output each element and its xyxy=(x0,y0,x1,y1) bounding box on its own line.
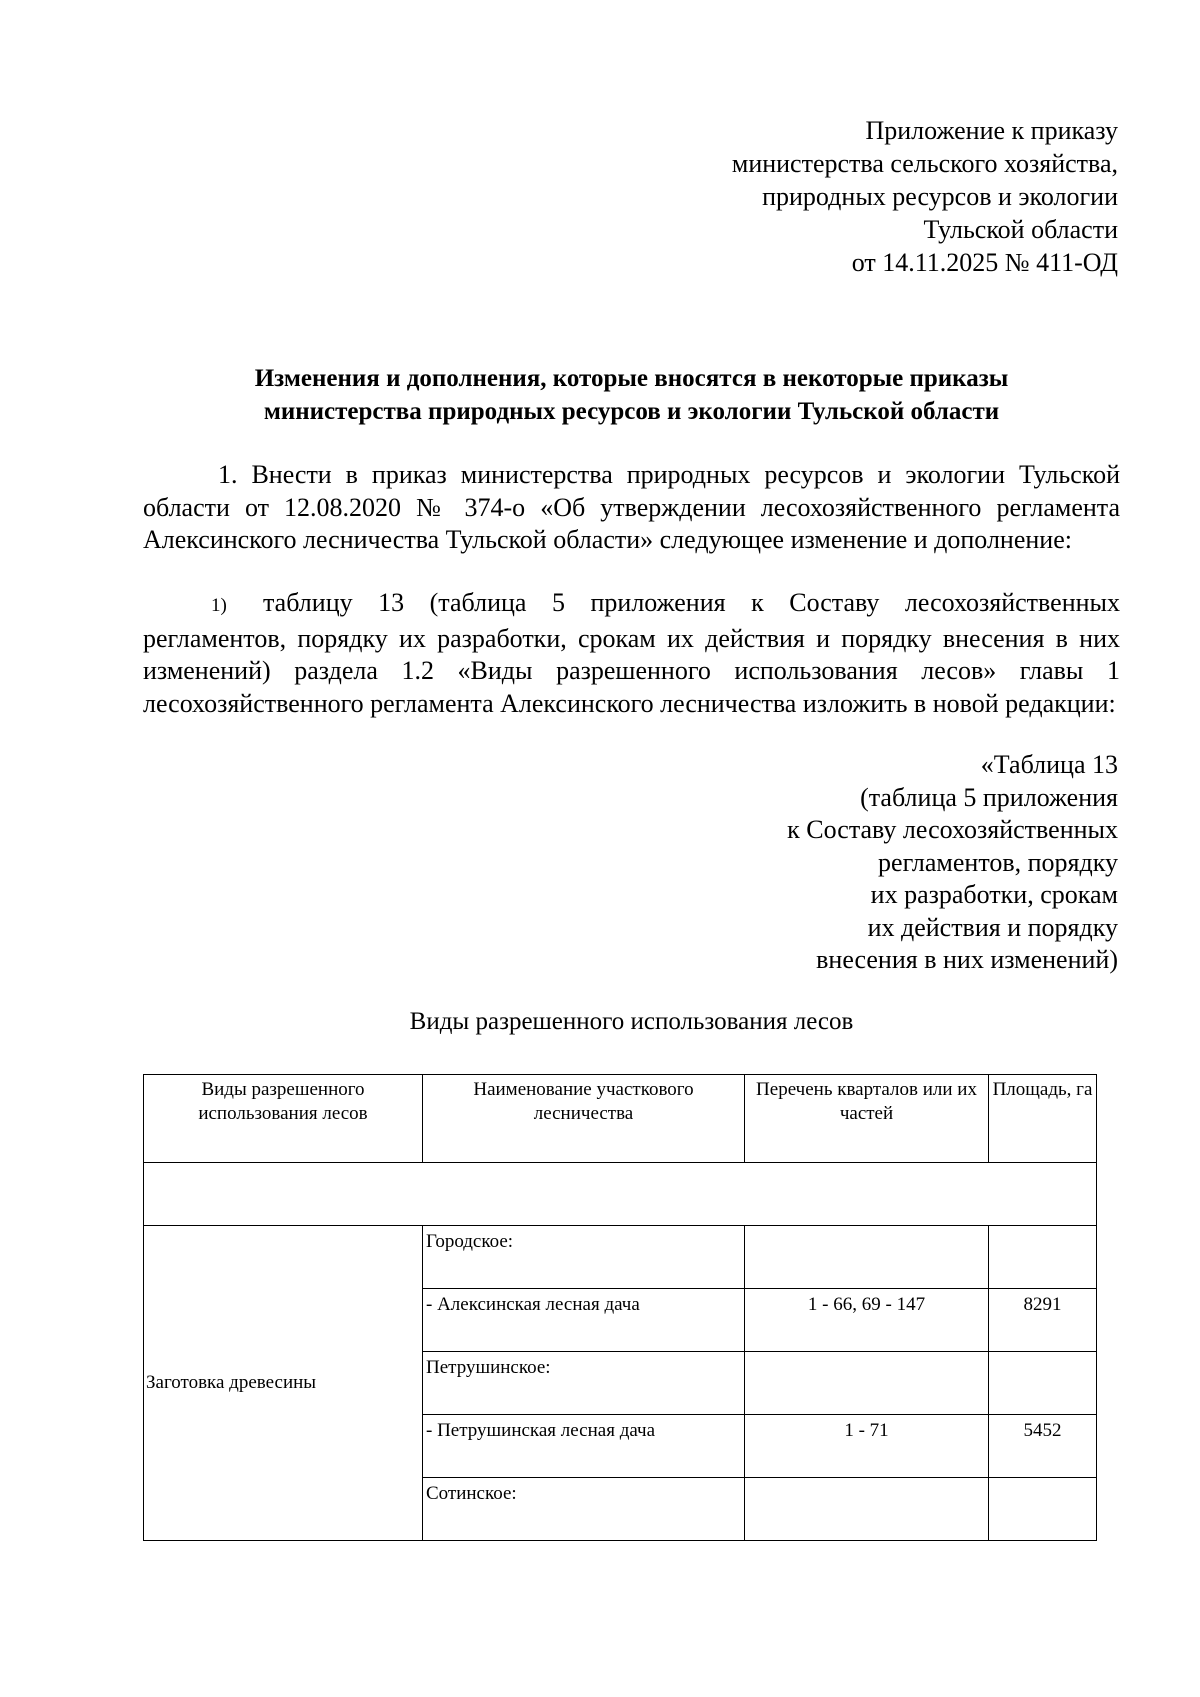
header-cell-quarters: Перечень кварталов или их частей xyxy=(745,1075,989,1163)
forestry-name-cell: Городское: xyxy=(423,1226,745,1289)
caption-line: к Составу лесохозяйственных xyxy=(787,815,1118,844)
caption-line: их разработки, срокам xyxy=(870,880,1118,909)
quarters-cell: 1 - 71 xyxy=(745,1415,989,1478)
area-cell xyxy=(989,1478,1097,1541)
area-cell: 8291 xyxy=(989,1289,1097,1352)
header-cell-forestry-name: Наименование участкового лесничества xyxy=(423,1075,745,1163)
quarters-cell: 1 - 66, 69 - 147 xyxy=(745,1289,989,1352)
paragraph-2-number: 1) xyxy=(211,595,227,616)
appendix-header xyxy=(598,114,1118,279)
appendix-line: Тульской области xyxy=(923,215,1118,244)
caption-line: их действия и порядку xyxy=(867,912,1118,942)
quarters-cell xyxy=(745,1352,989,1415)
forestry-name-cell: Петрушинское: xyxy=(423,1352,745,1415)
appendix-order-date: от 14.11.2025 № 411-ОД xyxy=(851,248,1118,277)
paragraph-2-text: таблицу 13 (таблица 5 приложения к Составу лесохозяйственных регламентов, порядку их разработки, срокам их действия и порядку внесения в них изменений) раздела 1.2 «Виды разрешенного использования лесов» главы 1 лесохозяйственного регламента Алексинского лесничества изложить в новой редакции: xyxy=(143,588,1120,718)
empty-cell xyxy=(144,1163,1097,1226)
table-row xyxy=(144,1226,1097,1289)
area-cell: 5452 xyxy=(989,1415,1097,1478)
area-cell xyxy=(989,1226,1097,1289)
activity-cell: Заготовка древесины xyxy=(144,1226,423,1541)
document-title xyxy=(143,362,1120,428)
header-cell-use-type: Виды разрешенного использования лесов xyxy=(144,1075,423,1163)
forestry-name-cell: Сотинское: xyxy=(423,1478,745,1541)
table-title: Виды разрешенного использования лесов xyxy=(409,1008,854,1035)
caption-line: внесения в них изменений) xyxy=(816,945,1118,974)
area-cell xyxy=(989,1352,1097,1415)
paragraph-2 xyxy=(143,587,1120,720)
caption-line: (таблица 5 приложения xyxy=(860,782,1118,812)
table-header-row xyxy=(144,1075,1097,1163)
appendix-line: Приложение к приказу xyxy=(865,116,1118,145)
forest-use-table xyxy=(143,1074,1097,1541)
appendix-line: природных ресурсов и экологии xyxy=(762,182,1118,211)
forestry-name-cell: - Петрушинская лесная дача xyxy=(423,1415,745,1478)
appendix-line: министерства сельского хозяйства, xyxy=(731,149,1118,178)
paragraph-1: 1. Внести в приказ министерства природных ресурсов и экологии Тульской области от 12.08.2020 № 374-о «Об утверждении лесохозяйственного регламента Алексинского лесничества Тульской области» следующее изменение и дополнение: xyxy=(143,460,1120,554)
header-cell-area: Площадь, га xyxy=(989,1075,1097,1163)
title-line-1: Изменения и дополнения, которые вносятся в некоторые приказы xyxy=(254,365,1009,392)
quarters-cell xyxy=(745,1478,989,1541)
caption-line: регламентов, порядку xyxy=(878,847,1118,877)
caption-line: «Таблица 13 xyxy=(980,750,1118,779)
quarters-cell xyxy=(745,1226,989,1289)
table-empty-row xyxy=(144,1163,1097,1226)
table-caption xyxy=(658,749,1118,977)
title-line-2: министерства природных ресурсов и экологии Тульской области xyxy=(263,398,1000,425)
forestry-name-cell: - Алексинская лесная дача xyxy=(423,1289,745,1352)
